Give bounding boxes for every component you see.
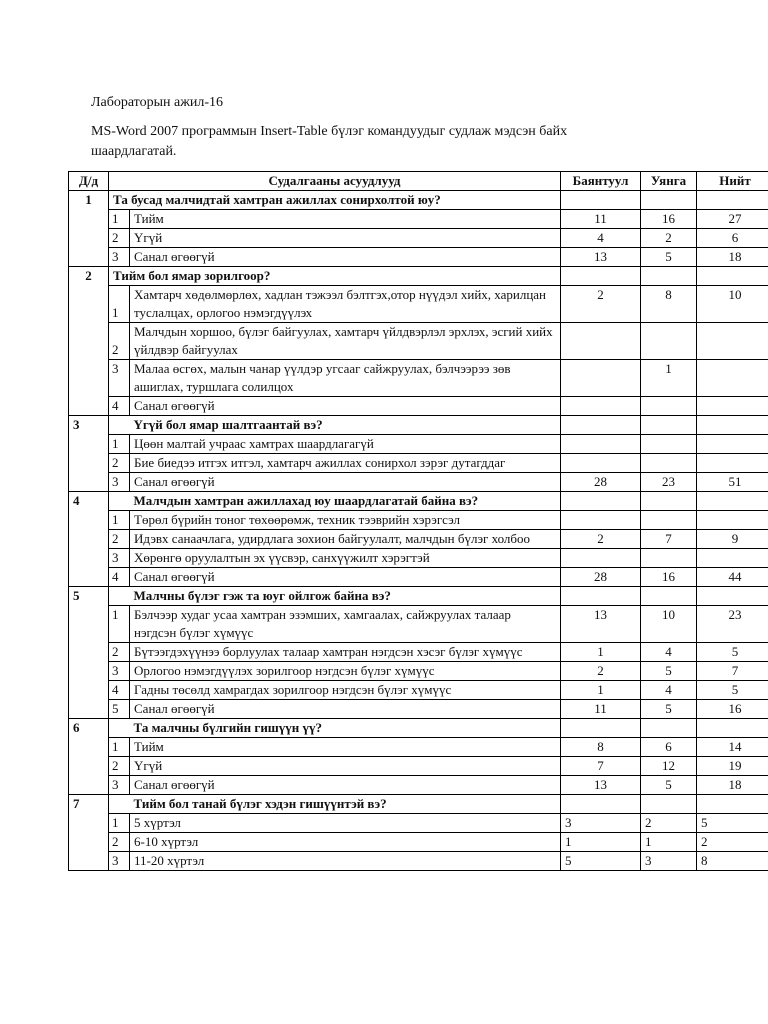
answer-row [69, 397, 768, 416]
cell-uyanga: 10 [641, 606, 697, 643]
answer-text: Санал өгөөгүй [130, 700, 561, 719]
answer-number: 2 [109, 643, 130, 662]
answer-number: 2 [109, 454, 130, 473]
answer-row [69, 833, 768, 852]
cell-uyanga [641, 549, 697, 568]
header-question: Судалгааны асуудлууд [109, 172, 561, 191]
cell-uyanga [641, 397, 697, 416]
cell-uyanga: 12 [641, 757, 697, 776]
cell-total: 51 [697, 473, 768, 492]
cell-bayantuul: 28 [561, 473, 641, 492]
cell-uyanga: 5 [641, 248, 697, 267]
cell-uyanga: 7 [641, 530, 697, 549]
cell-bayantuul: 1 [561, 833, 641, 852]
answer-number: 1 [109, 511, 130, 530]
answer-row [69, 606, 768, 643]
answer-number: 1 [109, 210, 130, 229]
cell-total: 2 [697, 833, 768, 852]
cell-bayantuul: 13 [561, 248, 641, 267]
answer-row [69, 568, 768, 587]
answer-row [69, 323, 768, 360]
cell-bayantuul: 3 [561, 814, 641, 833]
cell-total: 7 [697, 662, 768, 681]
question-row [69, 492, 768, 511]
cell-uyanga: 4 [641, 681, 697, 700]
cell-bayantuul: 5 [561, 852, 641, 871]
answer-text: 11-20 хүртэл [130, 852, 561, 871]
cell-bayantuul: 2 [561, 286, 641, 323]
cell-bayantuul [561, 454, 641, 473]
cell-bayantuul: 2 [561, 662, 641, 681]
answer-row [69, 662, 768, 681]
answer-number: 2 [109, 757, 130, 776]
answer-text: Санал өгөөгүй [130, 776, 561, 795]
question-text: Тийм бол ямар зорилгоор? [109, 267, 561, 286]
answer-number: 3 [109, 473, 130, 492]
cell-total [697, 360, 768, 397]
answer-number: 1 [109, 606, 130, 643]
answer-text: Төрөл бүрийн тоног төхөөрөмж, техник тээврийн хэрэгсэл [130, 511, 561, 530]
cell-uyanga: 1 [641, 360, 697, 397]
answer-number: 3 [109, 662, 130, 681]
cell-total: 10 [697, 286, 768, 323]
question-number: 7 [69, 795, 109, 814]
question-number: 6 [69, 719, 109, 738]
lab-title: Лабораторын ажил-16 [91, 95, 224, 110]
cell-uyanga: 5 [641, 662, 697, 681]
question-number: 1 [69, 191, 109, 210]
answer-row [69, 852, 768, 871]
cell-total [697, 454, 768, 473]
cell-total: 23 [697, 606, 768, 643]
answer-row [69, 738, 768, 757]
cell-total [697, 323, 768, 360]
cell-total: 14 [697, 738, 768, 757]
answer-text: Малаа өсгөх, малын чанар үүлдэр угсааг сайжруулах, бэлчээрээ зөв ашиглах, туршлага солилцох [130, 360, 561, 397]
cell-bayantuul [561, 511, 641, 530]
answer-row [69, 530, 768, 549]
answer-text: Санал өгөөгүй [130, 248, 561, 267]
header-row [69, 172, 768, 191]
answer-number: 2 [109, 530, 130, 549]
header-total: Нийт [697, 172, 768, 191]
survey-table [68, 171, 768, 871]
cell-uyanga [641, 454, 697, 473]
answer-row [69, 210, 768, 229]
answer-row [69, 700, 768, 719]
cell-uyanga: 5 [641, 776, 697, 795]
cell-uyanga: 8 [641, 286, 697, 323]
answer-number: 2 [109, 323, 130, 360]
answer-text: Малчдын хоршоо, бүлэг байгуулах, хамтарч үйлдвэрлэл эрхлэх, эсгий хийх үйлдвэр байгуулах [130, 323, 561, 360]
question-row [69, 416, 768, 435]
answer-row [69, 360, 768, 397]
answer-row [69, 776, 768, 795]
answer-number: 1 [109, 435, 130, 454]
answer-number: 4 [109, 397, 130, 416]
cell-total [697, 397, 768, 416]
cell-bayantuul [561, 397, 641, 416]
answer-row [69, 814, 768, 833]
answer-number: 3 [109, 852, 130, 871]
cell-bayantuul: 1 [561, 681, 641, 700]
cell-uyanga [641, 323, 697, 360]
question-text: Үгүй бол ямар шалтгаантай вэ? [130, 416, 561, 435]
answer-row [69, 229, 768, 248]
cell-uyanga: 4 [641, 643, 697, 662]
cell-bayantuul: 1 [561, 643, 641, 662]
question-row [69, 191, 768, 210]
cell-bayantuul: 4 [561, 229, 641, 248]
answer-number: 2 [109, 229, 130, 248]
cell-uyanga: 3 [641, 852, 697, 871]
cell-total [697, 511, 768, 530]
cell-total: 16 [697, 700, 768, 719]
cell-uyanga [641, 511, 697, 530]
answer-text: Үгүй [130, 229, 561, 248]
cell-bayantuul [561, 360, 641, 397]
answer-text: Үгүй [130, 757, 561, 776]
cell-bayantuul: 13 [561, 776, 641, 795]
answer-row [69, 681, 768, 700]
answer-text: Орлогоо нэмэгдүүлэх зорилгоор нэгдсэн бүлэг хүмүүс [130, 662, 561, 681]
cell-bayantuul: 8 [561, 738, 641, 757]
answer-row [69, 549, 768, 568]
cell-uyanga: 23 [641, 473, 697, 492]
cell-total: 27 [697, 210, 768, 229]
cell-total: 5 [697, 814, 768, 833]
header-uyanga: Уянга [641, 172, 697, 191]
cell-bayantuul: 13 [561, 606, 641, 643]
question-text: Та малчны бүлгийн гишүүн үү? [130, 719, 561, 738]
cell-bayantuul [561, 435, 641, 454]
cell-uyanga: 1 [641, 833, 697, 852]
intro-paragraph: MS-Word 2007 программын Insert-Table бүлэг командуудыг судлаж мэдсэн байх шаардлагатай. [91, 124, 568, 159]
cell-uyanga: 2 [641, 229, 697, 248]
answer-text: Цөөн малтай учраас хамтрах шаардлагагүй [130, 435, 561, 454]
question-text: Малчны бүлэг гэж та юуг ойлгож байна вэ? [130, 587, 561, 606]
answer-number: 3 [109, 549, 130, 568]
answer-text: 5 хүртэл [130, 814, 561, 833]
cell-uyanga [641, 435, 697, 454]
cell-total: 44 [697, 568, 768, 587]
cell-bayantuul: 2 [561, 530, 641, 549]
cell-total: 5 [697, 643, 768, 662]
answer-number: 3 [109, 776, 130, 795]
answer-number: 1 [109, 286, 130, 323]
cell-uyanga: 16 [641, 210, 697, 229]
header-num: Д/д [69, 172, 109, 191]
answer-row [69, 473, 768, 492]
answer-row [69, 511, 768, 530]
question-number: 4 [69, 492, 109, 511]
answer-number: 5 [109, 700, 130, 719]
answer-row [69, 248, 768, 267]
answer-number: 1 [109, 738, 130, 757]
answer-row [69, 435, 768, 454]
answer-text: Бие биедээ итгэх итгэл, хамтарч ажиллах сонирхол зэрэг дутагддаг [130, 454, 561, 473]
answer-row [69, 286, 768, 323]
cell-bayantuul: 28 [561, 568, 641, 587]
cell-bayantuul: 11 [561, 210, 641, 229]
answer-number: 1 [109, 814, 130, 833]
answer-number: 4 [109, 568, 130, 587]
cell-uyanga: 6 [641, 738, 697, 757]
answer-text: Санал өгөөгүй [130, 568, 561, 587]
question-text: Тийм бол танай бүлэг хэдэн гишүүнтэй вэ? [130, 795, 561, 814]
answer-text: Идэвх санаачлага, удирдлага зохион байгуулалт, малчдын бүлэг холбоо [130, 530, 561, 549]
answer-row [69, 454, 768, 473]
answer-text: 6-10 хүртэл [130, 833, 561, 852]
cell-uyanga: 5 [641, 700, 697, 719]
cell-total: 9 [697, 530, 768, 549]
cell-bayantuul: 7 [561, 757, 641, 776]
question-row [69, 719, 768, 738]
cell-bayantuul: 11 [561, 700, 641, 719]
answer-text: Бүтээгдэхүүнээ борлуулах талаар хамтран нэгдсэн хэсэг бүлэг хүмүүс [130, 643, 561, 662]
answer-text: Санал өгөөгүй [130, 397, 561, 416]
answer-text: Гадны төсөлд хамрагдах зорилгоор нэгдсэн бүлэг хүмүүс [130, 681, 561, 700]
answer-text: Бэлчээр худаг усаа хамтран эзэмших, хамгаалах, сайжруулах талаар нэгдсэн бүлэг хүмүүс [130, 606, 561, 643]
cell-uyanga: 16 [641, 568, 697, 587]
answer-number: 4 [109, 681, 130, 700]
cell-total: 18 [697, 776, 768, 795]
question-number: 3 [69, 416, 109, 435]
question-number: 5 [69, 587, 109, 606]
cell-total: 19 [697, 757, 768, 776]
answer-text: Хамтарч хөдөлмөрлөх, хадлан тэжээл бэлтгэх,отор нүүдэл хийх, харилцан туслалцах, орлогоо нэмэгдүүлэх [130, 286, 561, 323]
cell-total [697, 435, 768, 454]
answer-text: Хөрөнгө оруулалтын эх үүсвэр, санхүүжилт хэрэгтэй [130, 549, 561, 568]
cell-bayantuul [561, 549, 641, 568]
cell-bayantuul [561, 323, 641, 360]
question-text: Малчдын хамтран ажиллахад юу шаардлагатай байна вэ? [130, 492, 561, 511]
answer-row [69, 757, 768, 776]
cell-total: 18 [697, 248, 768, 267]
answer-number: 3 [109, 360, 130, 397]
answer-text: Тийм [130, 210, 561, 229]
cell-total: 6 [697, 229, 768, 248]
question-row [69, 587, 768, 606]
answer-text: Санал өгөөгүй [130, 473, 561, 492]
cell-total: 5 [697, 681, 768, 700]
question-number: 2 [69, 267, 109, 286]
answer-number: 3 [109, 248, 130, 267]
cell-total: 8 [697, 852, 768, 871]
question-row [69, 795, 768, 814]
cell-total [697, 549, 768, 568]
answer-row [69, 643, 768, 662]
question-text: Та бусад малчидтай хамтран ажиллах сонирхолтой юу? [109, 191, 561, 210]
answer-number: 2 [109, 833, 130, 852]
question-row [69, 267, 768, 286]
answer-text: Тийм [130, 738, 561, 757]
cell-uyanga: 2 [641, 814, 697, 833]
header-bayantuul: Баянтуул [561, 172, 641, 191]
